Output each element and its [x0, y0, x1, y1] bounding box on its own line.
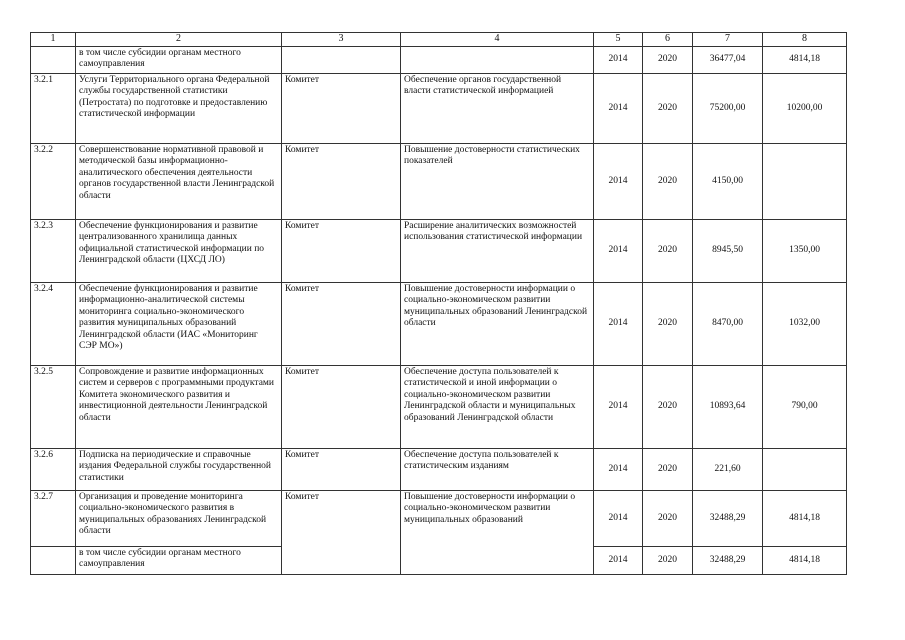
header-cell: 1: [31, 33, 76, 47]
executor: Комитет: [282, 74, 401, 144]
start-year: 2014: [594, 220, 643, 283]
end-year: 2020: [643, 220, 693, 283]
start-year: 2014: [594, 547, 643, 575]
year-amount: 790,00: [763, 366, 847, 449]
header-cell: 4: [401, 33, 594, 47]
executor: Комитет: [282, 491, 401, 575]
total-amount: 4150,00: [693, 144, 763, 220]
item-name: Обеспечение функционирования и развитие централизованного хранилища данных официальной статистической информации по Ленинградской области (ЦХСД ЛО): [76, 220, 282, 283]
total-amount: 75200,00: [693, 74, 763, 144]
end-year: 2020: [643, 283, 693, 366]
total-amount: 32488,29: [693, 547, 763, 575]
end-year: 2020: [643, 74, 693, 144]
header-cell: 5: [594, 33, 643, 47]
executor: Комитет: [282, 283, 401, 366]
year-amount: [763, 449, 847, 491]
executor: Комитет: [282, 220, 401, 283]
item-name: Обеспечение функционирования и развитие информационно-аналитической системы мониторинга социально-экономического развития муниципальных образований Ленинградской области (ИАС «Мониторинг СЭР МО»): [76, 283, 282, 366]
item-name: Совершенствование нормативной правовой и методической базы информационно-аналитического обеспечения деятельности органов государственной власти Ленинградской области: [76, 144, 282, 220]
start-year: 2014: [594, 449, 643, 491]
header-cell: 7: [693, 33, 763, 47]
table-row: [31, 283, 847, 366]
header-cell: 6: [643, 33, 693, 47]
expected-result: Повышение достоверности информации о социально-экономическом развитии муниципальных образований Ленинградской области: [401, 283, 594, 366]
program-table: [30, 32, 847, 575]
item-number: 3.2.1: [31, 74, 76, 144]
year-amount: 4814,18: [763, 47, 847, 74]
item-number: 3.2.6: [31, 449, 76, 491]
executor: Комитет: [282, 449, 401, 491]
item-number: 3.2.3: [31, 220, 76, 283]
item-number: 3.2.2: [31, 144, 76, 220]
item-number: 3.2.7: [31, 491, 76, 547]
end-year: 2020: [643, 366, 693, 449]
year-amount: [763, 144, 847, 220]
total-amount: 221,60: [693, 449, 763, 491]
table-row: [31, 449, 847, 491]
start-year: 2014: [594, 366, 643, 449]
start-year: 2014: [594, 74, 643, 144]
expected-result: Обеспечение органов государственной власти статистической информацией: [401, 74, 594, 144]
executor: Комитет: [282, 144, 401, 220]
item-number: [31, 547, 76, 575]
item-name: в том числе субсидии органам местного самоуправления: [76, 547, 282, 575]
item-name: Услуги Территориального органа Федеральной службы государственной статистики (Петростата) по подготовке и предоставлению статистической информации: [76, 74, 282, 144]
expected-result: Обеспечение доступа пользователей к статистическим изданиям: [401, 449, 594, 491]
year-amount: 4814,18: [763, 547, 847, 575]
end-year: 2020: [643, 547, 693, 575]
expected-result: Повышение достоверности статистических показателей: [401, 144, 594, 220]
expected-result: Обеспечение доступа пользователей к статистической и иной информации о социально-экономическом развитии Ленинградской области и муниципальных образований Ленинградской области: [401, 366, 594, 449]
start-year: 2014: [594, 47, 643, 74]
total-amount: 32488,29: [693, 491, 763, 547]
start-year: 2014: [594, 283, 643, 366]
year-amount: 4814,18: [763, 491, 847, 547]
item-number: 3.2.5: [31, 366, 76, 449]
item-name: Сопровождение и развитие информационных систем и серверов с программными продуктами Комитета экономического развития и инвестиционной деятельности Ленинградской области: [76, 366, 282, 449]
start-year: 2014: [594, 144, 643, 220]
expected-result: Расширение аналитических возможностей использования статистической информации: [401, 220, 594, 283]
table-row: [31, 74, 847, 144]
total-amount: 10893,64: [693, 366, 763, 449]
table-row: [31, 47, 847, 74]
total-amount: 8945,50: [693, 220, 763, 283]
header-cell: 3: [282, 33, 401, 47]
year-amount: 1350,00: [763, 220, 847, 283]
table-row: [31, 220, 847, 283]
executor: Комитет: [282, 366, 401, 449]
table-row: [31, 366, 847, 449]
year-amount: 10200,00: [763, 74, 847, 144]
item-number: 3.2.4: [31, 283, 76, 366]
table-row: [31, 491, 847, 547]
end-year: 2020: [643, 47, 693, 74]
end-year: 2020: [643, 144, 693, 220]
item-name: в том числе субсидии органам местного самоуправления: [76, 47, 282, 74]
year-amount: 1032,00: [763, 283, 847, 366]
end-year: 2020: [643, 449, 693, 491]
expected-result: Повышение достоверности информации о социально-экономическом развитии муниципальных образований: [401, 491, 594, 575]
start-year: 2014: [594, 491, 643, 547]
header-cell: 2: [76, 33, 282, 47]
item-name: Организация и проведение мониторинга социально-экономического развития в муниципальных образованиях Ленинградской области: [76, 491, 282, 547]
end-year: 2020: [643, 491, 693, 547]
expected-result: [401, 47, 594, 74]
header-row: [31, 33, 847, 47]
header-cell: 8: [763, 33, 847, 47]
item-number: [31, 47, 76, 74]
executor: [282, 47, 401, 74]
total-amount: 36477,04: [693, 47, 763, 74]
table-row: [31, 144, 847, 220]
item-name: Подписка на периодические и справочные издания Федеральной службы государственной статистики: [76, 449, 282, 491]
total-amount: 8470,00: [693, 283, 763, 366]
